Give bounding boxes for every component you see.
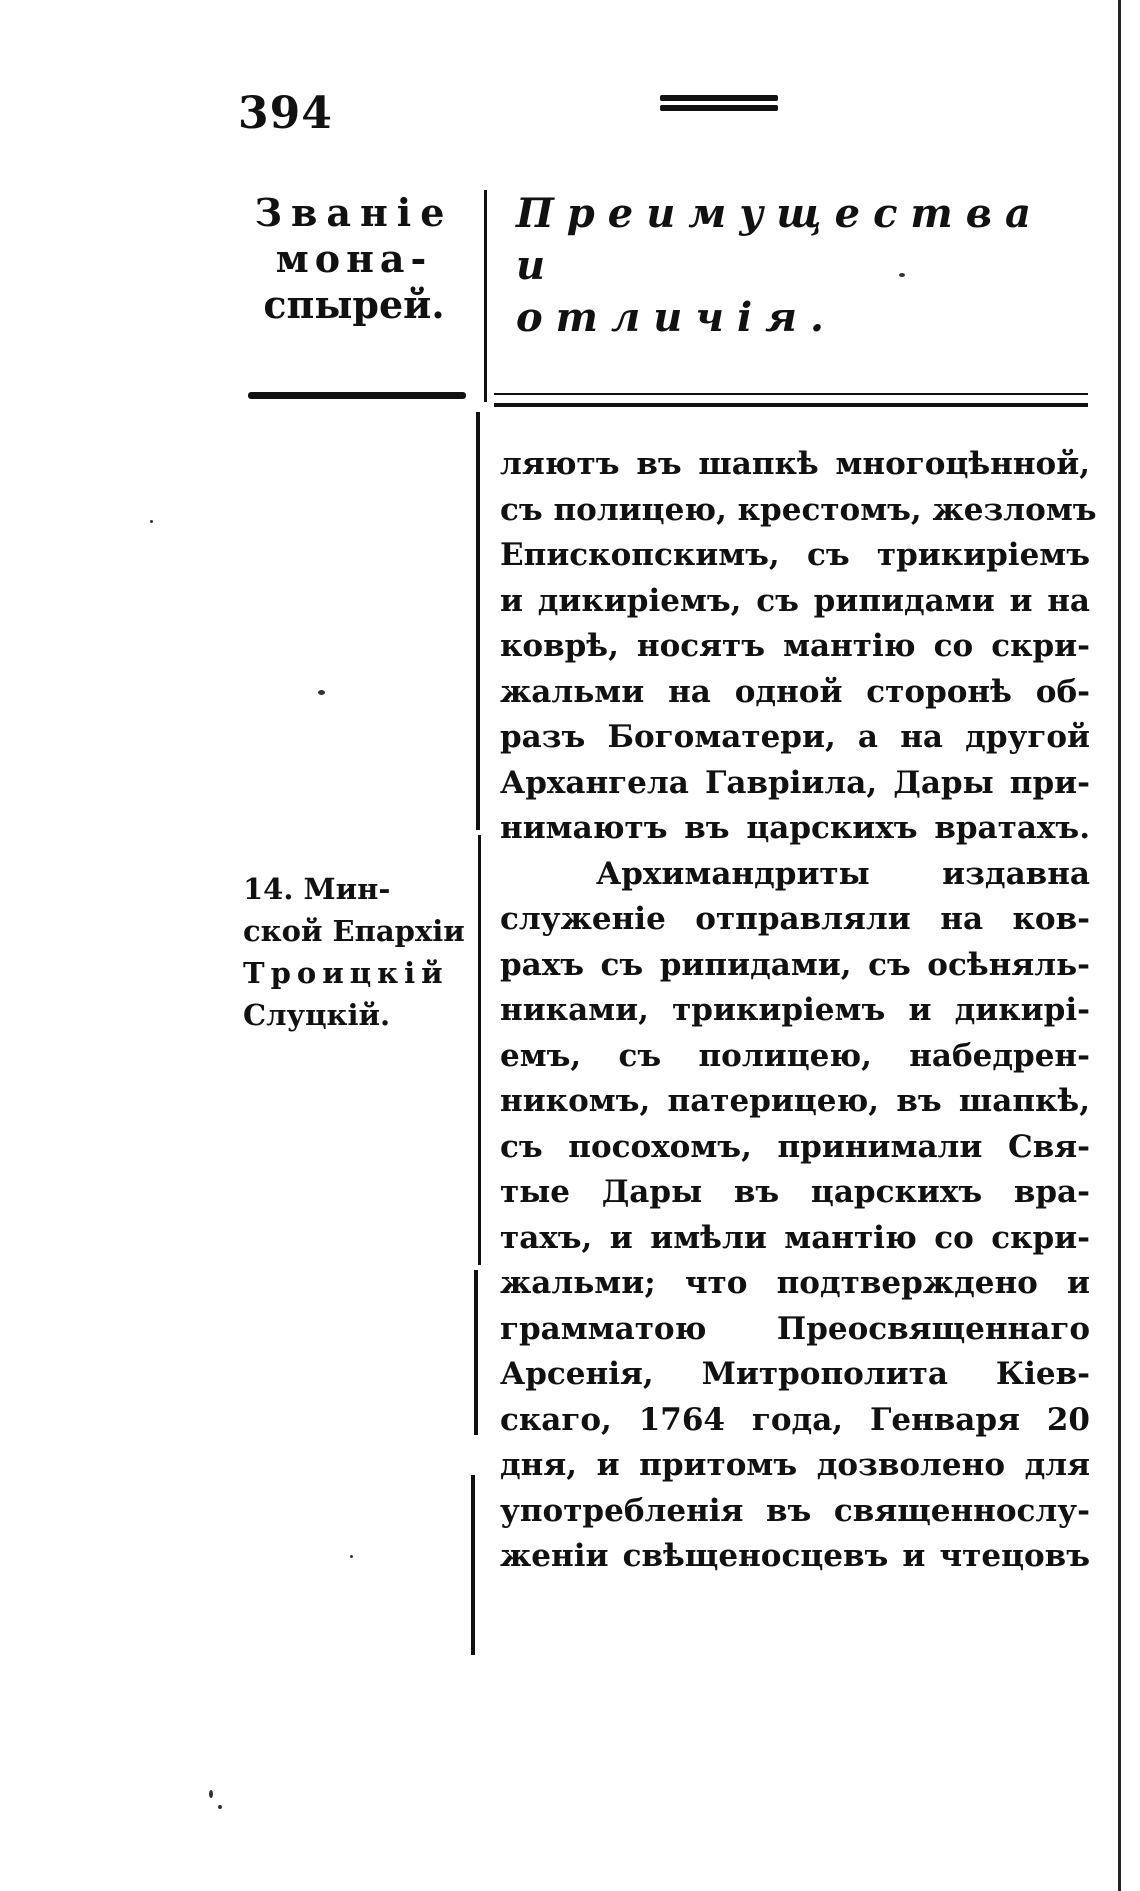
entry-line: Слуцкій. [243,998,391,1032]
text-line: коврѣ, носятъ мантію со скри- [500,628,1090,664]
column-divider [476,412,480,830]
text-line: ляютъ въ шапкѣ многоцѣнной, [500,446,1090,482]
scan-speck [150,520,153,523]
column-divider [478,835,481,1265]
text-line: грамматою Преосвященнаго [500,1310,1090,1347]
column-divider [484,190,487,402]
column-divider [471,1475,475,1655]
page-edge [1118,0,1121,1891]
right-heading-line: Преимущества и [516,190,1044,289]
scan-speck [218,1805,222,1809]
right-heading-line: отличія. [516,294,837,341]
left-heading-line: мона- [275,236,433,281]
scan-speck [350,1555,353,1558]
text-line: жальми; что подтверждено и [500,1265,1090,1301]
left-column-heading [240,190,468,328]
column-divider [474,1270,478,1435]
left-heading-line: спырей. [263,282,445,327]
text-line: нимаютъ въ царскихъ вратахъ. [500,810,1090,846]
text-line: жальми на одной сторонѣ об- [500,673,1090,710]
text-line: емъ, съ полицею, набедрен- [500,1037,1090,1074]
text-line: рахъ съ рипидами, съ осѣняль- [500,946,1090,983]
heading-rule-right [494,393,1088,395]
text-line: Архимандриты издавна [596,855,1090,892]
text-line: съ посохомъ, принимали Свя- [500,1128,1090,1165]
entry-line: 14. Мин- [243,872,391,906]
text-line: женіи свѣщеносцевъ и чтецовъ [500,1538,1090,1574]
text-line: никомъ, патерицею, въ шапкѣ, [500,1083,1090,1119]
heading-rule-left [248,392,466,399]
text-line: Епископскимъ, съ трикиріемъ [500,537,1090,573]
monastery-entry [243,868,475,1036]
text-line: тые Дары въ царскихъ вра- [500,1174,1090,1210]
body-text [500,442,1097,1580]
text-line: тахъ, и имѣли мантію со скри- [500,1219,1090,1256]
right-column-heading [516,188,1086,344]
page-number: 394 [238,88,333,139]
text-line: разъ Богоматери, а на другой [500,719,1090,755]
text-line: служеніе отправляли на ков- [500,901,1090,937]
scan-speck [318,690,325,695]
scan-speck [209,1790,213,1798]
text-line: Архангела Гавріила, Дары при- [500,764,1090,801]
text-line: и дикиріемъ, съ рипидами и на [500,582,1090,619]
header-ornament [660,95,778,121]
text-line: дня, и притомъ дозволено для [500,1447,1090,1483]
text-line: скаго, 1764 года, Генваря 20 [500,1401,1090,1438]
scan-speck [899,273,905,277]
text-line: употребленія въ священнослу- [500,1492,1090,1529]
text-line: никами, трикиріемъ и дикирі- [500,992,1090,1028]
entry-line: Троицкій [243,956,449,990]
left-heading-line: Званіе [254,190,454,235]
entry-line: ской Епархіи [243,914,465,948]
text-line: Арсенія, Митрополита Кіев- [500,1356,1090,1392]
heading-rule-right [494,403,1088,407]
text-line: съ полицею, крестомъ, жезломъ [500,491,1097,528]
